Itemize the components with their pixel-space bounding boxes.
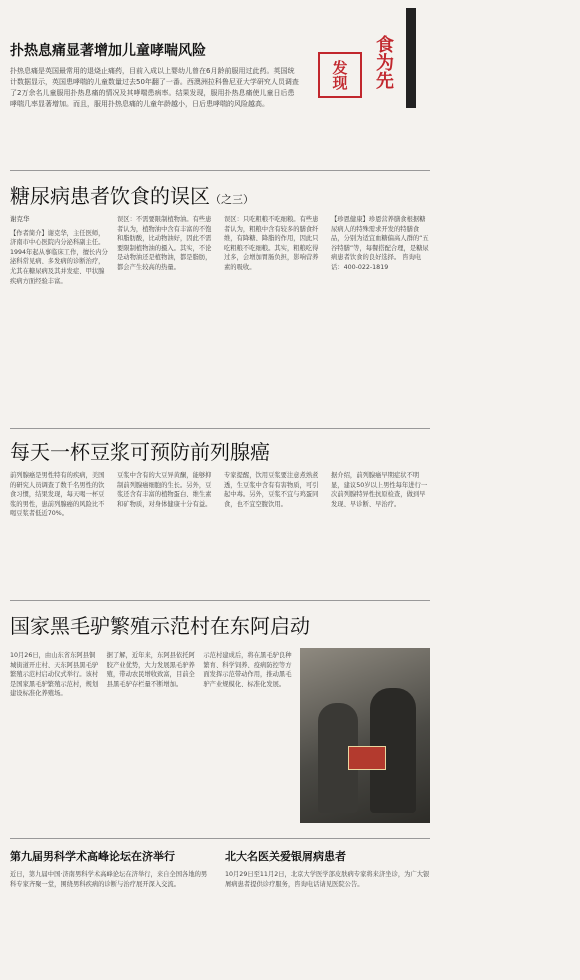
- article-columns: [10, 471, 430, 519]
- article-title: [10, 180, 430, 209]
- title-suffix: （之三）: [210, 193, 254, 206]
- column-3: 示范村建成后，将在黑毛驴良种繁育、科学饲养、疫病防控等方面发挥示范带动作用，推动黑毛驴产业规模化、标准化发展。: [203, 652, 292, 688]
- article-title: 扑热息痛显著增加儿童哮喘风险: [10, 43, 206, 59]
- article-title: 第九届男科学术高峰论坛在济举行: [10, 850, 175, 863]
- article-columns: [10, 651, 292, 699]
- article-soymilk: [10, 436, 430, 519]
- decorative-bar: [406, 8, 416, 108]
- news-photo: [300, 648, 430, 823]
- article-andrology: [10, 848, 210, 889]
- article-columns: [10, 215, 430, 286]
- column-4: 【珍恩健康】珍恩营养膳食根据糖尿病人的特殊需求开发的特膳食品，分别为适宜血糖偏高人群的“五谷特膳”等，每餐搭配合理，是糖尿病患者饮食的良好选择。 咨询电话：400-022-1819: [331, 216, 429, 271]
- column-3: 误区：只吃粗粮不吃细粮。有些患者认为，粗粮中含有较多的膳食纤维，有降糖、降脂的作用，因此只吃粗粮不吃细粮。其实，粗粮吃得过多，会增加胃肠负担，影响营养素的吸收。: [224, 216, 319, 271]
- column-name: 食为先: [373, 35, 394, 89]
- article-body: 近日，第九届中国·济南男科学术高峰论坛在济举行，来自全国各地的男科专家齐聚一堂，围绕男科疾病的诊断与治疗展开深入交流。: [10, 871, 208, 888]
- article-title: 北大名医关爱银屑病患者: [225, 850, 346, 863]
- column-2: 误区：不需要限制植物油。有些患者认为，植物油中含有丰富的不饱和脂肪酸，比动物油好，因此不需要限制植物油的摄入。其实，不论是动物油还是植物油，都是脂肪，都会产生较高的热量。: [117, 216, 212, 271]
- column-2: 豆浆中含有的大豆异黄酮，能够抑制前列腺癌细胞的生长。另外，豆浆还含有丰富的植物蛋白、维生素和矿物质，对身体健康十分有益。: [117, 472, 212, 508]
- article-body: 扑热息痛是英国最常用的退烧止痛药，目前入成以上婴幼儿曾在6月龄前服用过此药。英国统计数据显示，英国患哮喘的儿童数量过去50年翻了一番。西澳洲拉科鲁尼亚大学研究人员调查了2万余名儿童服用扑热息痛的情况及其哮喘患病率。结果发现，服用扑热息痛使儿童日后患哮喘几率显著增加。而且，服用扑热息痛的儿童年龄越小，日后患哮喘的风险越高。: [10, 67, 299, 108]
- title-text: 糖尿病患者饮食的误区: [10, 184, 210, 208]
- article-title: 每天一杯豆浆可预防前列腺癌: [10, 440, 270, 464]
- column-4: 据介绍，前列腺癌早期症状不明显，建议50岁以上男性每年进行一次前列腺特异性抗原检查，做到早发现、早诊断、早治疗。: [331, 472, 428, 508]
- sidebar: [440, 0, 580, 980]
- column-text: 【作者简介】谢克华，主任医师，济南市中心医院内分泌科副主任。1994年起从事临床工作，擅长内分泌科常见病、多发病的诊断治疗，尤其在糖尿病及其并发症、甲状腺疾病方面经验丰富。: [10, 229, 108, 285]
- divider: [10, 838, 430, 839]
- column-1: [10, 215, 109, 286]
- author: 谢克华: [10, 215, 30, 223]
- article-psoriasis: [225, 848, 430, 889]
- divider: [10, 428, 430, 429]
- divider: [10, 600, 430, 601]
- column-1: 10月26日，由山东省东阿县铜城街道开庄村、天东阿县黑毛驴繁殖示范村启动仪式举行。该村是国家黑毛驴繁殖示范村，规划建设标准化养殖场。: [10, 652, 99, 698]
- article-donkey: [10, 610, 430, 639]
- article-title: 国家黑毛驴繁殖示范村在东阿启动: [10, 614, 310, 638]
- column-1: 前列腺癌是男性特有的疾病，美国的研究人员调查了数千名男性的饮食习惯，结果发现，每天喝一杯豆浆的男性，患前列腺癌的风险比不喝豆浆者低近70%。: [10, 472, 105, 518]
- article-body: 10月29日至11月2日，北京大学医学部皮肤病专家将来济坐诊，为广大银屑病患者提供诊疗服务，咨询电话请见医院公告。: [225, 871, 430, 888]
- column-3: 专家提醒，饮用豆浆要注意煮熟煮透，生豆浆中含有有害物质，可引起中毒。另外，豆浆不宜与鸡蛋同食，也不宜空腹饮用。: [224, 472, 319, 508]
- divider: [10, 170, 430, 171]
- column-2: 据了解，近年来，东阿县依托阿胶产业优势，大力发展黑毛驴养殖，带动农民增收致富，目前全县黑毛驴存栏量不断增加。: [106, 652, 195, 688]
- article-ibuprofen: [10, 40, 300, 110]
- section-tag: 发现: [318, 52, 362, 98]
- article-donkey-body: [10, 645, 292, 699]
- award-plaque: [348, 746, 386, 770]
- article-diabetes: [10, 180, 430, 286]
